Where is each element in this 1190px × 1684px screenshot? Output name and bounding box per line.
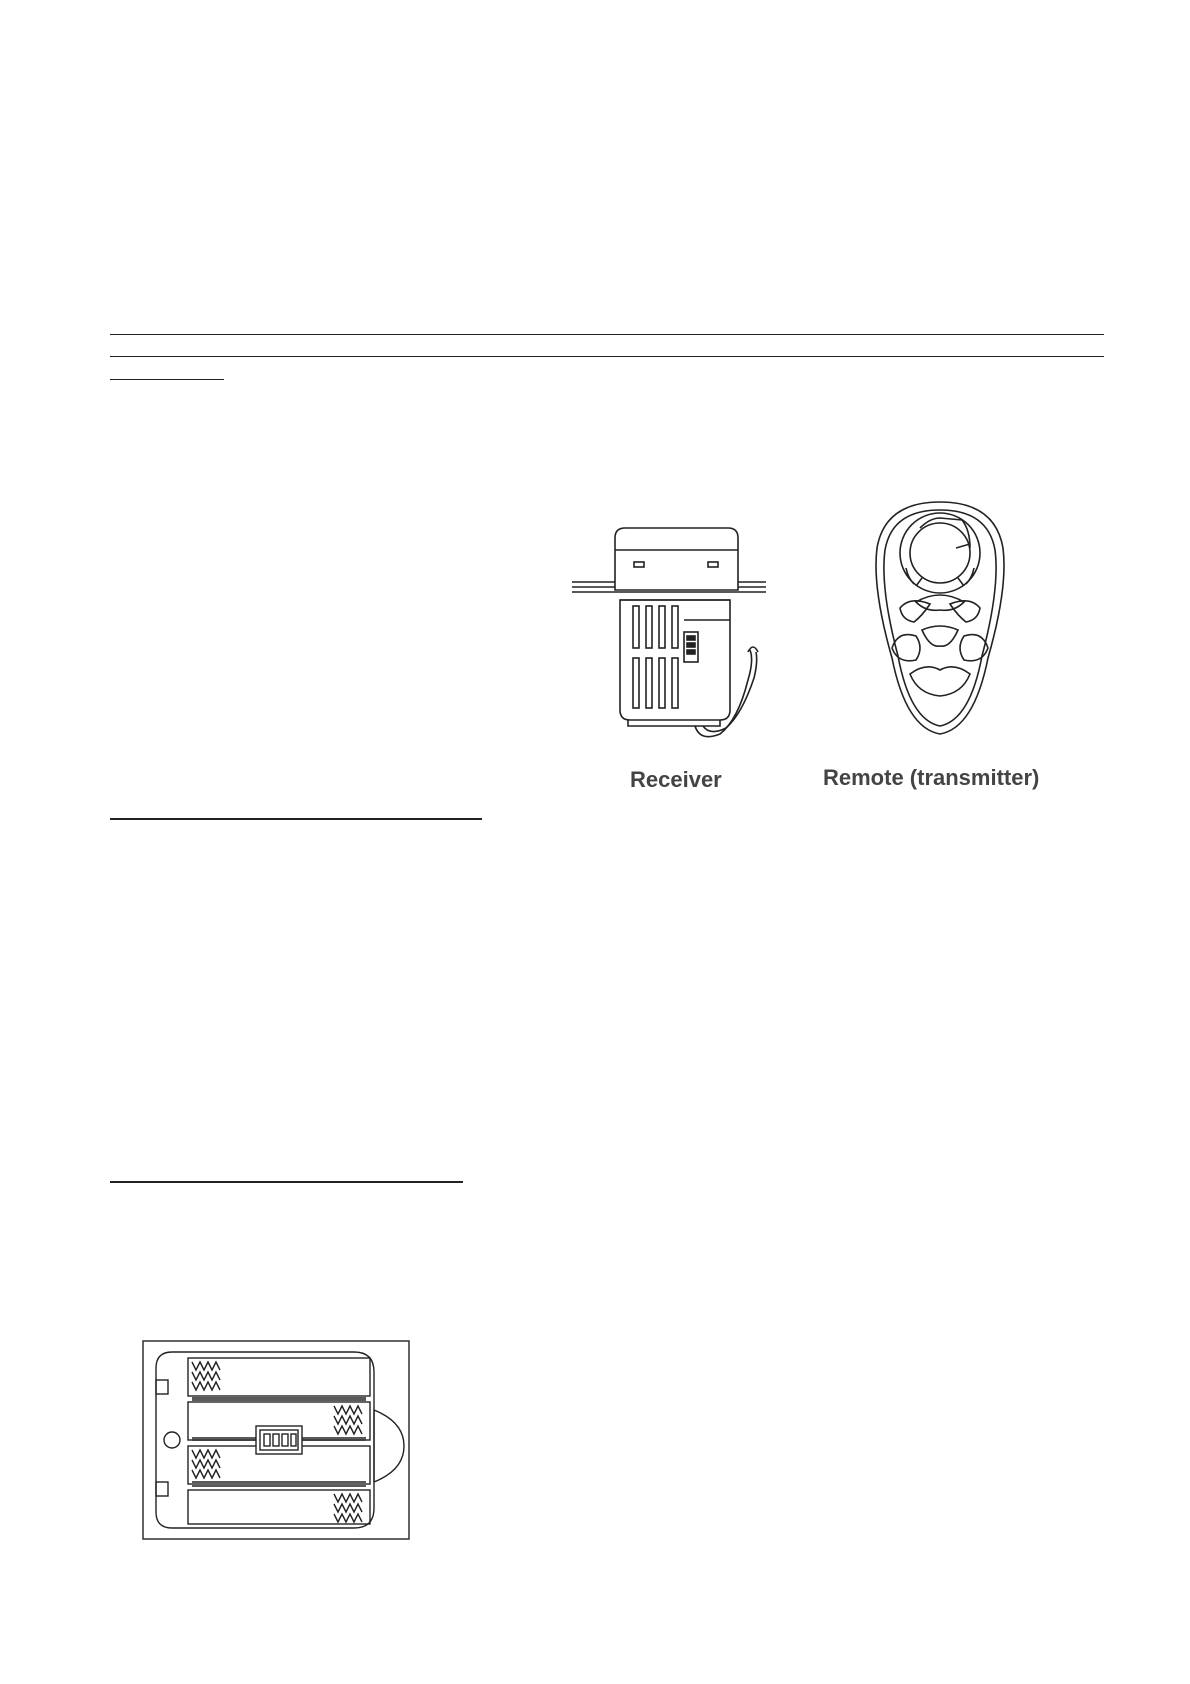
heading-underline-short	[110, 379, 224, 380]
remote-control-icon	[870, 498, 1010, 738]
divider-second	[110, 356, 1104, 357]
receiver-caption: Receiver	[630, 767, 722, 792]
remote-caption: Remote (transmitter)	[823, 765, 1040, 790]
heading-underline-middle	[110, 818, 482, 820]
battery-compartment-icon	[142, 1340, 410, 1540]
heading-underline-lower	[110, 1181, 463, 1183]
divider-top	[110, 334, 1104, 335]
receiver-device-icon	[570, 520, 770, 740]
